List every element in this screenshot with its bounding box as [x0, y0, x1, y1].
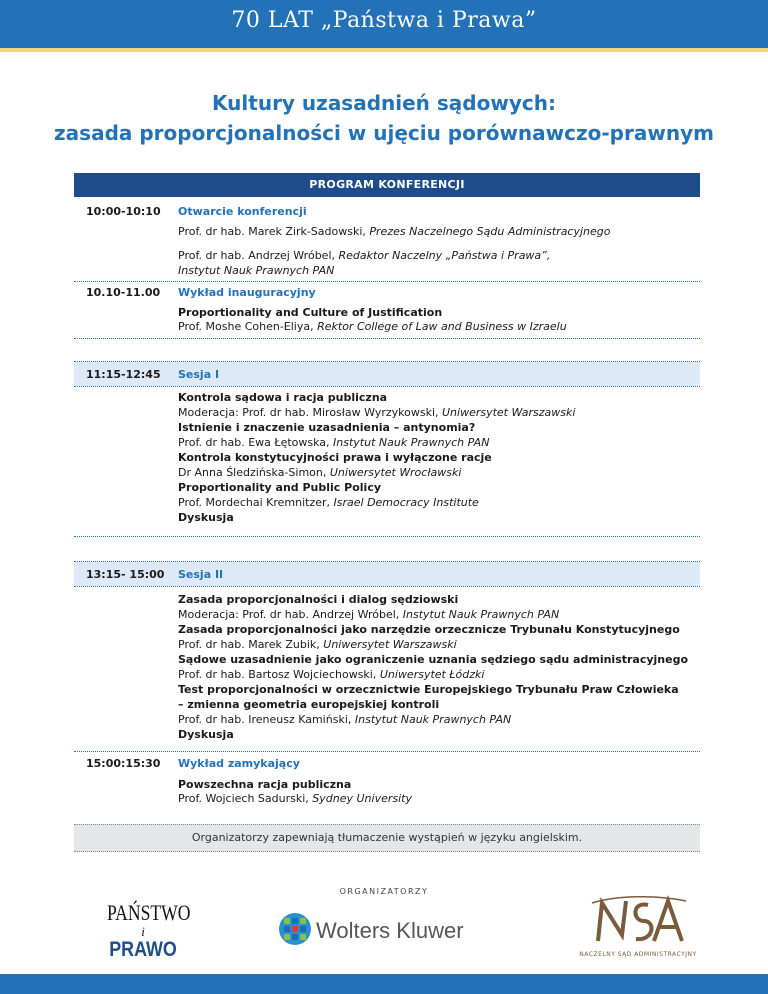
speaker-line: [178, 791, 698, 806]
speaker-name: Moderacja: Prof. dr hab. Mirosław Wyrzykowski,: [178, 406, 442, 419]
speaker-role: Uniwersytet Warszawski: [442, 406, 576, 419]
speaker-role: Israel Democracy Institute: [333, 496, 479, 509]
time-block3: 11:15-12:45: [86, 368, 161, 381]
speaker-role: Uniwersytet Wrocławski: [329, 466, 462, 479]
session-content: [178, 592, 698, 742]
header-gold-stripe: [0, 48, 768, 52]
speaker-name: Prof. dr hab. Bartosz Wojciechowski,: [178, 668, 380, 681]
speaker-name: Prof. dr hab. Ireneusz Kamiński,: [178, 713, 355, 726]
speaker-line: [178, 224, 698, 239]
speaker-name: Prof. dr hab. Marek Zubik,: [178, 638, 324, 651]
speaker-name: Prof. dr hab. Marek Zirk-Sadowski,: [178, 225, 370, 238]
speaker-line: [178, 465, 698, 480]
speaker-name: Dr Anna Śledzińska-Simon,: [178, 466, 330, 479]
session-block5: Wykład zamykający: [178, 757, 300, 770]
speaker-line: [178, 495, 698, 510]
talk-title: Proportionality and Culture of Justification: [178, 306, 443, 319]
talk-title: Zasada proporcjonalności i dialog sędziowski: [178, 593, 459, 606]
program-header: PROGRAM KONFERENCJI: [74, 173, 700, 197]
speaker-line: [178, 637, 698, 652]
session-block1: Otwarcie konferencji: [178, 205, 307, 218]
session-content: [178, 390, 698, 525]
speaker-name: Moderacja: Prof. dr hab. Andrzej Wróbel,: [178, 608, 403, 621]
footer-band: [0, 974, 768, 994]
divider: [74, 586, 700, 587]
page-title: [0, 88, 768, 148]
panstwo-i-prawo-logo: [98, 900, 191, 962]
talk-title: – zmienna geometria europejskiej kontroli: [178, 698, 440, 711]
talk-title: Kontrola konstytucyjności prawa i wyłączone racje: [178, 451, 492, 464]
talk-title: Test proporcjonalności w orzecznictwie Europejskiego Trybunału Praw Człowieka: [178, 683, 679, 696]
speaker-line: [178, 667, 698, 682]
speaker-line: [178, 248, 698, 278]
talk-title: Powszechna racja publiczna: [178, 778, 352, 791]
organizers-label: ORGANIZATORZY: [339, 887, 429, 896]
session-shade: [74, 562, 700, 586]
talk-title: Proportionality and Public Policy: [178, 481, 382, 494]
speaker-name: Prof. Mordechai Kremnitzer,: [178, 496, 334, 509]
nsa-emblem-icon: [588, 895, 688, 947]
nsa-logo: [578, 895, 698, 958]
speaker-role: Instytut Nauk Prawnych PAN: [178, 264, 335, 277]
speaker-name: Prof. Moshe Cohen-Eliya,: [178, 320, 318, 333]
divider: [74, 386, 700, 387]
time-block1: 10:00-10:10: [86, 205, 161, 218]
speaker-line: [178, 435, 698, 450]
speaker-role: Prezes Naczelnego Sądu Administracyjnego: [369, 225, 611, 238]
speaker-role: Instytut Nauk Prawnych PAN: [402, 608, 560, 621]
speaker-line: [178, 607, 698, 622]
divider: [74, 536, 700, 537]
logo-text: PRAWO: [109, 938, 177, 961]
divider: [74, 338, 700, 339]
wolters-kluwer-logo-text: Wolters Kluwer: [316, 918, 464, 943]
speaker-line: [178, 319, 698, 334]
speaker-role: Instytut Nauk Prawnych PAN: [354, 713, 512, 726]
title-line-1: Kultury uzasadnień sądowych:: [212, 91, 556, 115]
speaker-name: Prof. Wojciech Sadurski,: [178, 792, 313, 805]
time-block2: 10.10-11.00: [86, 286, 161, 299]
speaker-line: [178, 712, 698, 727]
speaker-line: [178, 405, 698, 420]
session-block3: Sesja I: [178, 368, 220, 381]
time-block5: 15:00:15:30: [86, 757, 161, 770]
translation-note: Organizatorzy zapewniają tłumaczenie wystąpień w języku angielskim.: [74, 824, 700, 852]
talk-title: Istnienie i znaczenie uzasadnienia – antynomia?: [178, 421, 476, 434]
nsa-subtitle: NACZELNY SĄD ADMINISTRACYJNY: [579, 951, 697, 958]
discussion-label: Dyskusja: [178, 728, 234, 741]
discussion-label: Dyskusja: [178, 511, 234, 524]
speaker-role: Redaktor Naczelny „Państwa i Prawa”,: [338, 249, 551, 262]
speaker-name: Prof. dr hab. Ewa Łętowska,: [178, 436, 334, 449]
logo-text: PAŃSTWO: [107, 900, 191, 925]
session-block2: Wykład inauguracyjny: [178, 286, 316, 299]
title-line-2: zasada proporcjonalności w ujęciu porównawczo-prawnym: [54, 121, 714, 145]
logo-text: i: [141, 924, 145, 939]
wolters-kluwer-icon: [278, 912, 312, 946]
divider: [74, 281, 700, 282]
speaker-role: Rektor College of Law and Business w Izraelu: [317, 320, 567, 333]
speaker-role: Instytut Nauk Prawnych PAN: [333, 436, 490, 449]
talk-title: Zasada proporcjonalności jako narzędzie orzecznicze Trybunału Konstytucyjnego: [178, 623, 680, 636]
speaker-role: Uniwersytet Warszawski: [323, 638, 457, 651]
session-shade: [74, 362, 700, 386]
header-title: 70 LAT „Państwa i Prawa”: [231, 8, 537, 33]
speaker-role: Uniwersytet Łódzki: [379, 668, 485, 681]
session-block4: Sesja II: [178, 568, 224, 581]
divider: [74, 751, 700, 752]
speaker-name: Prof. dr hab. Andrzej Wróbel,: [178, 249, 339, 262]
time-block4: 13:15- 15:00: [86, 568, 165, 581]
talk-title: Kontrola sądowa i racja publiczna: [178, 391, 388, 404]
talk-title: Sądowe uzasadnienie jako ograniczenie uznania sędziego sądu administracyjnego: [178, 653, 689, 666]
speaker-role: Sydney University: [312, 792, 412, 805]
